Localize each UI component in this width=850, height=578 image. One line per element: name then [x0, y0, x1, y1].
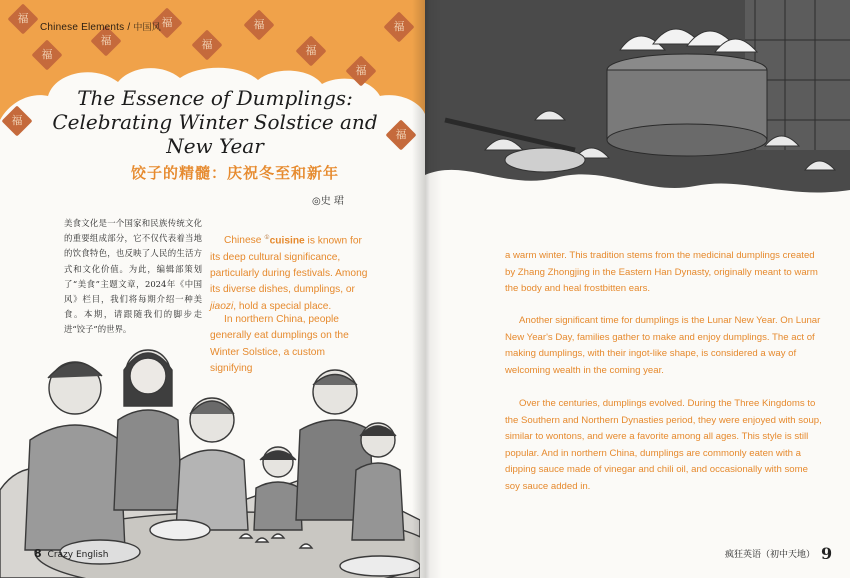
paragraph-2-cont: a warm winter. This tradition stems from the medicinal dumplings created by Zhang Zhongjing in the Eastern Han Dynasty, originally meant to warm the body and heal frostbitten ears.: [505, 250, 818, 295]
section-label-cn: 中国风: [133, 22, 161, 32]
para2-text: In northern China, people generally eat dumplings on the Winter Solstice, a custom signifying: [210, 314, 349, 374]
paragraph-1: [210, 230, 370, 315]
para4-text: Over the centuries, dumplings evolved. During the Three Kingdoms to the Southern and Northern Dynasties period, they were enjoyed with soup, similar to wontons, and were a favorite among all ages. This style is still popular. And in northern China, dumplings are commonly eaten with a dipping sauce made of vinegar and chili oil, and occasionally with some soy sauce added in.: [505, 398, 822, 492]
para1-text: is known for its deep cultural significance, particularly during festivals. Among its diverse dishes, dumplings, or: [210, 235, 368, 296]
chinese-intro: 美食文化是一个国家和民族传统文化的重要组成部分，它不仅代表着当地的饮食特色，也反映了人民的生活方式和文化价值。为此，编辑部策划了“美食”主题文章，2024年《中国风》栏目，我们将每期介绍一种美食。本期，请跟随我们的脚步走进“饺子”的世界。: [64, 218, 202, 335]
paragraph-3: [505, 313, 825, 379]
magazine-name-right: 疯狂英语（初中天地）: [725, 550, 816, 560]
page-number-right: 9: [821, 544, 833, 563]
para3-text: Another significant time for dumplings is the Lunar New Year. On Lunar New Year's Day, families gather to make and enjoy dumplings. The act of making dumplings, with their ingot-like shape, is considered a way of welcoming wealth in the coming year.: [505, 315, 821, 376]
article-title-cn: 饺子的精髓：庆祝冬至和新年: [130, 164, 339, 182]
footer-right: [725, 544, 832, 563]
fu-tile-11: 福: [385, 119, 416, 150]
section-label-en: Chinese Elements: [40, 22, 125, 33]
para1-lead: Chinese: [224, 235, 265, 247]
keyword-cuisine: cuisine: [269, 235, 305, 247]
section-label: Chinese Elements / 中国风: [40, 22, 161, 33]
kitchen-illustration: [425, 0, 850, 260]
right-page: [425, 0, 850, 578]
footer-left: [34, 547, 108, 560]
paragraph-4: [505, 396, 825, 496]
fu-tile-8: 福: [31, 39, 62, 70]
fu-tile-2: 福: [151, 7, 182, 38]
family-illustration: [0, 330, 420, 578]
fu-tile-9: 福: [345, 55, 376, 86]
fu-tile-4: 福: [383, 11, 414, 42]
fu-tile-6: 福: [191, 29, 222, 60]
fu-tile-10: 福: [1, 105, 32, 136]
fu-tile-5: 福: [90, 25, 121, 56]
italic-jiaozi: jiaozi: [210, 300, 234, 312]
para1-end: , hold a special place.: [233, 300, 332, 312]
footnote-marker: ①: [264, 235, 270, 241]
page-number-left: 8: [34, 547, 42, 560]
fu-tile-3: 福: [243, 9, 274, 40]
fu-tile-1: 福: [7, 3, 38, 34]
magazine-name-left: Crazy English: [47, 550, 109, 560]
article-title: The Essence of Dumplings: Celebrating Winter Solstice and New Year: [52, 86, 378, 158]
fu-tile-7: 福: [295, 35, 326, 66]
author: ◎史 珺: [312, 196, 344, 207]
